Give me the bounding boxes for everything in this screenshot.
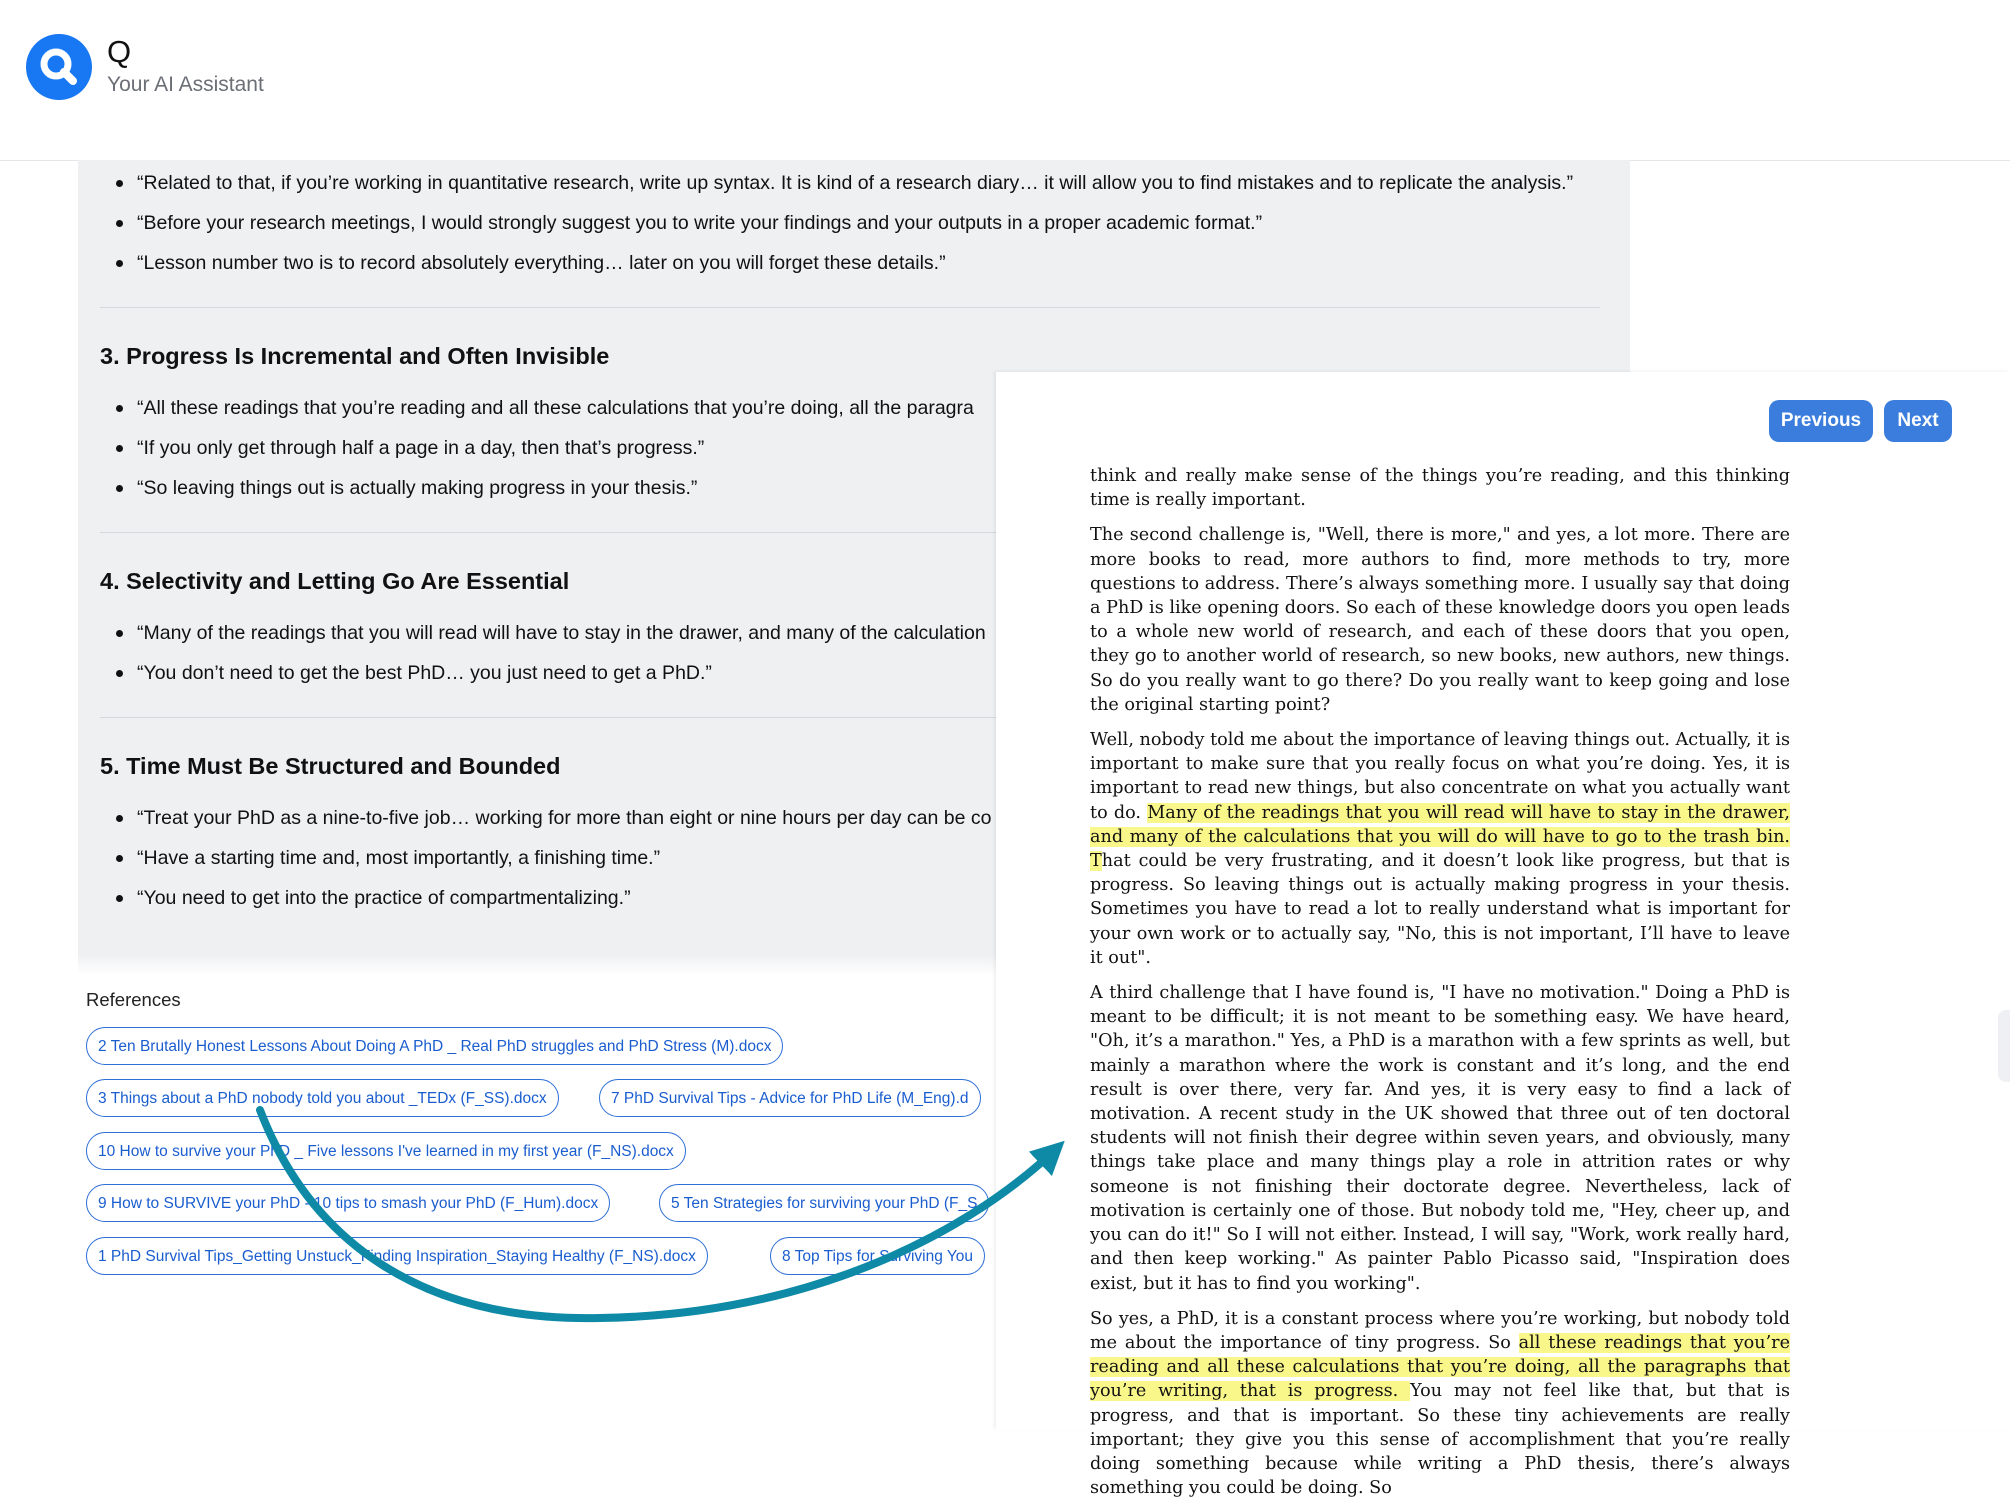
list-item: “Related to that, if you’re working in quantitative research, write up syntax. It is kind of a research diary… it will allow you to find mistakes and to replicate the analysis.”	[100, 163, 1600, 203]
reference-chip[interactable]: 1 PhD Survival Tips_Getting Unstuck_Finding Inspiration_Staying Healthy (F_NS).docx	[86, 1237, 708, 1275]
reference-chip[interactable]: 9 How to SURVIVE your PhD - 10 tips to smash your PhD (F_Hum).docx	[86, 1184, 610, 1222]
list-item: “So leaving things out is actually making progress in your thesis.”	[100, 468, 1600, 508]
paragraph-text: hat could be very frustrating, and it doesn’t look like progress, but that is progress. So leaving things out is actually making progress in your thesis. Sometimes you have to read a lot to really understand what is important for your own work or to actually say, "No, this is not important, I’ll have to leave it out".	[1090, 851, 1790, 968]
references-title: References	[86, 989, 181, 1010]
list-item: “Lesson number two is to record absolutely everything… later on you will forget these details.”	[100, 243, 1600, 283]
section-divider	[100, 307, 1600, 308]
list-item: “You don’t need to get the best PhD… you just need to get a PhD.”	[100, 653, 1600, 693]
references-panel	[78, 975, 998, 1285]
search-icon	[26, 34, 92, 100]
paragraph-text: A third challenge that I have found is, "I have no motivation." Doing a PhD is meant to be difficult; it is not meant to be something easy. We have heard, "Oh, it’s a marathon." Yes, a PhD is a marathon with a few sprints as well, but mainly a marathon where the work is constant and it’s long, and the end result is over there, very far. And yes, it is very easy to find a lack of motivation. A recent study in the UK showed that three out of ten doctoral students will not finish their degree within seven years, and obviously, many things take place and many things play a role in attrition rates or why someone is not finishing their doctorate degree. Nevertheless, lack of motivation is certainly one of those. But nobody told me, "Hey, cheer up, and you can do it!" So I will not either. Instead, I will say, "Work, work really hard, and then keep working." As painter Pablo Picasso said, "Inspiration does exist, but it has to find you working".	[1090, 983, 1790, 1294]
next-button[interactable]: Next	[1884, 400, 1952, 442]
side-panel-handle[interactable]	[1998, 1010, 2010, 1082]
highlighted-text: Many of the readings that you will read will have to stay in the drawer, and many of the calculations that you will do will have to go to the trash bin. T	[1090, 802, 1790, 872]
reference-chip[interactable]: 7 PhD Survival Tips - Advice for PhD Life (M_Eng).d	[599, 1079, 981, 1117]
app-logo[interactable]	[26, 34, 92, 100]
section-heading: 3. Progress Is Incremental and Often Invisible	[100, 343, 610, 369]
document-paragraph	[1090, 523, 1790, 717]
paragraph-text: You may not feel like that, but that is progress, and that is important. So these tiny achievements are really important; they give you this sense of accomplishment that you’re really doing something because while writing a PhD thesis, there’s always something you could be doing. So	[1090, 1381, 1790, 1499]
section-heading: 5. Time Must Be Structured and Bounded	[100, 753, 561, 779]
document-viewer	[996, 372, 2010, 1499]
paragraph-text: think and really make sense of the things you’re reading, and this thinking time is really important.	[1090, 466, 1790, 511]
document-paragraph	[1090, 981, 1790, 1296]
list-item: “Treat your PhD as a nine-to-five job… working for more than eight or nine hours per day can be co	[100, 798, 1600, 838]
list-item: “All these readings that you’re reading and all these calculations that you’re doing, all the paragra	[100, 388, 1600, 428]
app-header	[0, 0, 2010, 161]
reference-chip[interactable]: 8 Top Tips for Surviving You	[770, 1237, 985, 1275]
highlighted-text: all these readings that you’re reading and all these calculations that you’re doing, all the paragraphs that you’re writing, that is progress.	[1090, 1332, 1790, 1402]
document-paragraph	[1090, 464, 1790, 512]
top-bullet-list	[100, 163, 1600, 283]
reference-chip[interactable]: 10 How to survive your PhD _ Five lessons I've learned in my first year (F_NS).docx	[86, 1132, 686, 1170]
reference-chip[interactable]: 5 Ten Strategies for surviving your PhD (F_S	[659, 1184, 989, 1222]
document-text	[1090, 464, 1790, 1511]
document-paragraph	[1090, 1307, 1790, 1501]
reference-chip[interactable]: 2 Ten Brutally Honest Lessons About Doing A PhD _ Real PhD struggles and PhD Stress (M).docx	[86, 1027, 783, 1065]
app-subtitle: Your AI Assistant	[107, 73, 264, 96]
paragraph-text: Well, nobody told me about the importance of leaving things out. Actually, it is important to make sure that you really focus on what you’re doing. Yes, it is important to read new things, but also concentrate on what you actually want to do.	[1090, 730, 1790, 823]
previous-button[interactable]: Previous	[1769, 400, 1873, 442]
list-item: “If you only get through half a page in a day, then that’s progress.”	[100, 428, 1600, 468]
list-item: “Many of the readings that you will read will have to stay in the drawer, and many of the calculation	[100, 613, 1600, 653]
section-heading: 4. Selectivity and Letting Go Are Essential	[100, 568, 570, 594]
document-paragraph	[1090, 728, 1790, 970]
list-item: “Before your research meetings, I would strongly suggest you to write your findings and your outputs in a proper academic format.”	[100, 203, 1600, 243]
app-title: Q	[107, 34, 132, 69]
list-item: “You need to get into the practice of compartmentalizing.”	[100, 878, 1600, 918]
reference-chip[interactable]: 3 Things about a PhD nobody told you about _TEDx (F_SS).docx	[86, 1079, 559, 1117]
list-item: “Have a starting time and, most importantly, a finishing time.”	[100, 838, 1600, 878]
paragraph-text: The second challenge is, "Well, there is more," and yes, a lot more. There are more books to read, more authors to find, more methods to try, more questions to address. There’s always something more. I usually say that doing a PhD is like opening doors. So each of these knowledge doors you open leads to a whole new world of research, and each of these doors that you open, they go to another world of research, so new books, new authors, new things. So do you really want to go there? Do you really want to keep going and lose the original starting point?	[1090, 525, 1790, 715]
paragraph-text: So yes, a PhD, it is a constant process where you’re working, but nobody told me about the importance of tiny progress. So	[1090, 1308, 1790, 1353]
